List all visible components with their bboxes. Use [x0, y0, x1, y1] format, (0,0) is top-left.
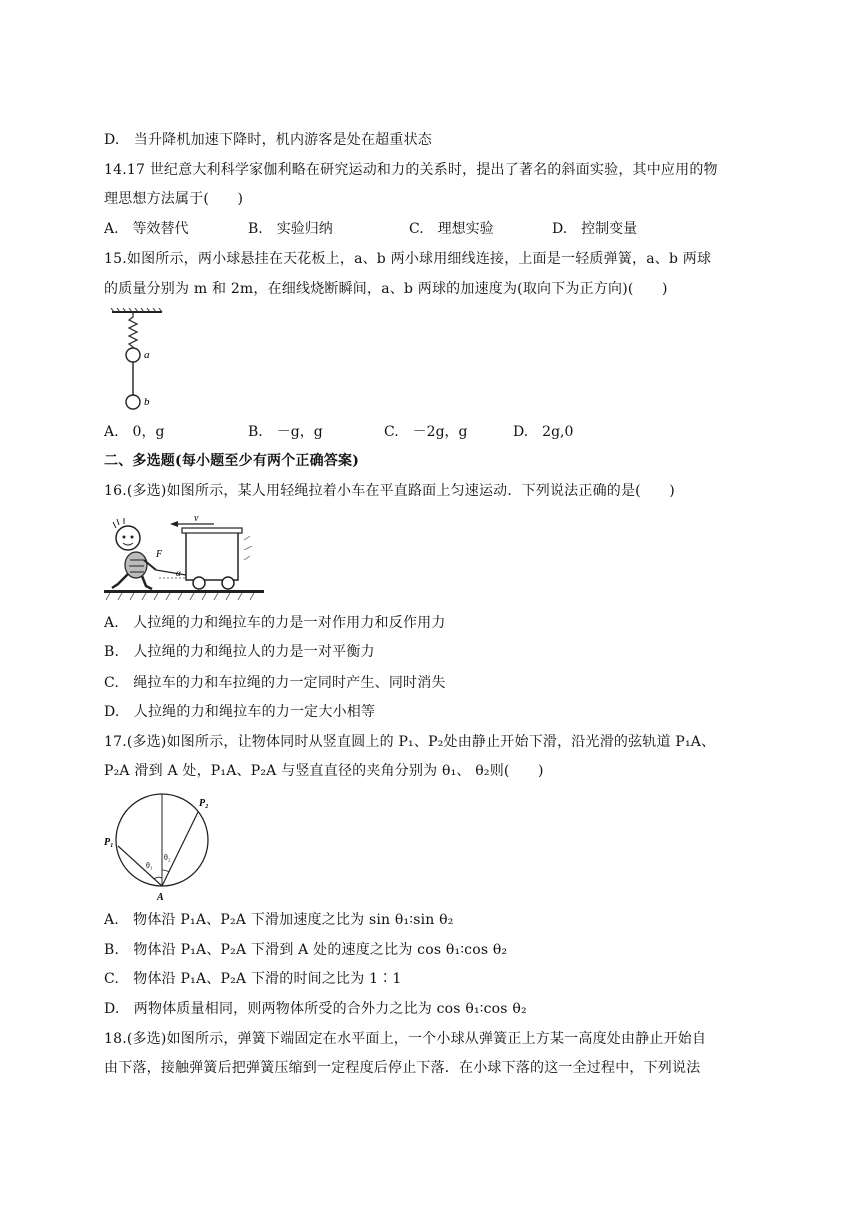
q15-stem-line2: 的质量分别为 m 和 2m，在细线烧断瞬间，a、b 两球的加速度为(取向下为正方向)( )	[104, 281, 668, 297]
q16-option-b: B. 人拉绳的力和绳拉人的力是一对平衡力	[104, 644, 375, 660]
q17-option-d: D. 两物体质量相同，则两物体所受的合外力之比为 cos θ₁∶cos θ₂	[104, 1001, 527, 1017]
q14-option-b: B. 实验归纳	[248, 221, 333, 237]
cart-wheel	[193, 577, 205, 589]
q16-option-d: D. 人拉绳的力和绳拉车的力一定大小相等	[104, 704, 376, 720]
q17-option-b: B. 物体沿 P₁A、P₂A 下滑到 A 处的速度之比为 cos θ₁∶cos θ₂	[104, 942, 508, 958]
label-f: F	[156, 549, 163, 560]
q16-stem-line1: 16.(多选)如图所示，某人用轻绳拉着小车在平直路面上匀速运动．下列说法正确的是( )	[104, 483, 675, 499]
spring-balls-figure	[110, 308, 170, 414]
section-title: 二、多选题(每小题至少有两个正确答案)	[104, 453, 360, 469]
q17-stem-line1: 17.(多选)如图所示，让物体同时从竖直圆上的 P₁、P₂处由静止开始下滑，沿光滑的弦轨道 P₁A、	[104, 734, 716, 750]
spring	[129, 312, 137, 348]
label-theta2: θ₂	[164, 853, 171, 862]
label-a: a	[144, 349, 150, 361]
circle-chords-figure	[102, 790, 222, 906]
q13-option-d: D. 当升降机加速下降时，机内游客是处在超重状态	[104, 132, 432, 148]
ball-b	[126, 395, 140, 409]
q14-option-a: A. 等效替代	[104, 221, 189, 237]
q15-option-a: A. 0，g	[104, 424, 165, 440]
person-body	[125, 552, 147, 578]
label-alpha: α	[176, 568, 181, 578]
q18-stem-line1: 18.(多选)如图所示，弹簧下端固定在水平面上，一个小球从弹簧正上方某一高度处由静止开始自	[104, 1031, 707, 1047]
q18-stem-line2: 由下落，接触弹簧后把弹簧压缩到一定程度后停止下落．在小球下落的这一全过程中，下列说法	[104, 1060, 701, 1076]
label-a: A	[157, 892, 164, 903]
person-head	[116, 526, 140, 550]
label-p1: P₁	[104, 837, 114, 848]
q17-option-a: A. 物体沿 P₁A、P₂A 下滑加速度之比为 sin θ₁∶sin θ₂	[104, 912, 454, 928]
cart-body	[186, 532, 238, 580]
q17-option-c: C. 物体沿 P₁A、P₂A 下滑的时间之比为 1∶1	[104, 971, 402, 987]
q15-stem-line1: 15.如图所示，两小球悬挂在天花板上，a、b 两小球用细线连接，上面是一轻质弹簧，a、b 两球	[104, 251, 712, 267]
q14-stem-line1: 14.17 世纪意大利科学家伽利略在研究运动和力的关系时，提出了著名的斜面实验，其中应用的物	[104, 162, 718, 178]
q15-option-b: B. －g，g	[248, 424, 323, 440]
cart-wheel	[222, 577, 234, 589]
label-b: b	[144, 396, 150, 408]
label-theta1: θ₁	[146, 861, 153, 870]
q16-option-a: A. 人拉绳的力和绳拉车的力是一对作用力和反作用力	[104, 615, 446, 631]
ball-a	[126, 348, 140, 362]
q14-option-d: D. 控制变量	[552, 221, 638, 237]
q16-option-c: C. 绳拉车的力和车拉绳的力一定同时产生、同时消失	[104, 675, 446, 691]
q17-stem-line2: P₂A 滑到 A 处，P₁A、P₂A 与竖直直径的夹角分别为 θ₁、 θ₂则( )	[104, 763, 544, 779]
q15-option-d: D. 2g,0	[513, 424, 574, 440]
person-pulling-cart-figure	[104, 510, 264, 602]
q15-option-c: C. －2g，g	[384, 424, 468, 440]
q14-option-c: C. 理想实验	[409, 221, 494, 237]
label-v: v	[194, 513, 199, 524]
q14-stem-line2: 理思想方法属于( )	[104, 191, 244, 207]
label-p2: P₂	[199, 798, 209, 809]
